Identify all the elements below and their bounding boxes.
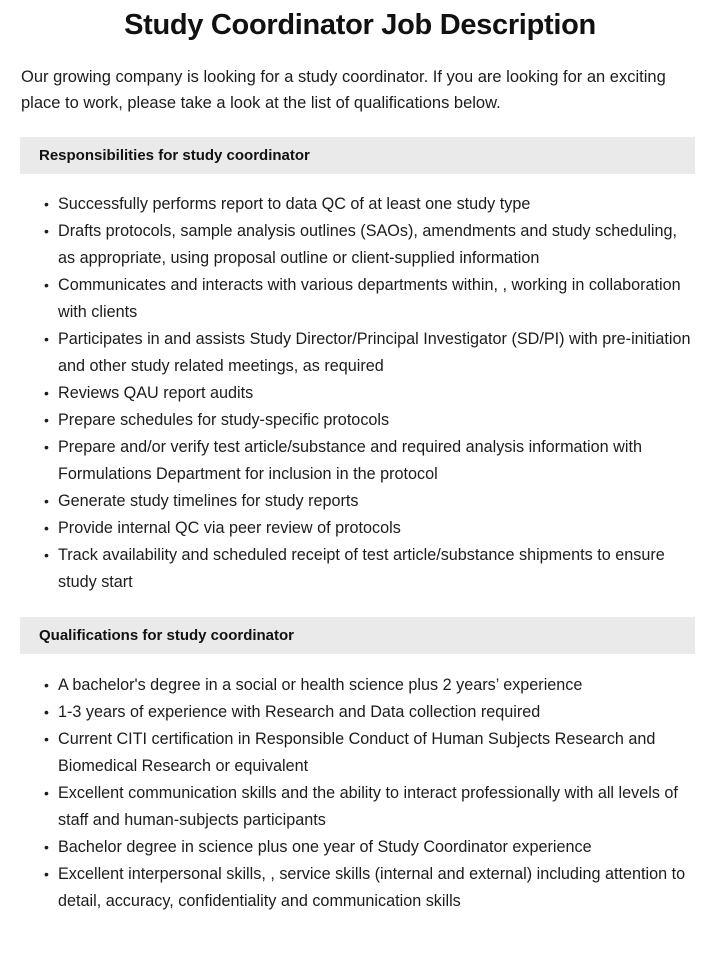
list-item: • Reviews QAU report audits [44, 380, 696, 407]
section-responsibilities [0, 137, 720, 596]
list-item: • 1-3 years of experience with Research and Data collection required [44, 699, 696, 726]
list-item: • Bachelor degree in science plus one year of Study Coordinator experience [44, 834, 696, 861]
section-header-qualifications: Qualifications for study coordinator [20, 617, 695, 654]
list-item: • Drafts protocols, sample analysis outlines (SAOs), amendments and study scheduling, as appropriate, using proposal outline or client-supplied information [44, 218, 696, 272]
list-item: • Communicates and interacts with various departments within, , working in collaboration with clients [44, 272, 696, 326]
list-item: • Excellent interpersonal skills, , service skills (internal and external) including attention to detail, accuracy, confidentiality and communication skills [44, 861, 696, 915]
list-item: • Track availability and scheduled receipt of test article/substance shipments to ensure study start [44, 542, 696, 596]
qualifications-list [0, 654, 720, 915]
list-item: • Participates in and assists Study Director/Principal Investigator (SD/PI) with pre-initiation and other study related meetings, as required [44, 326, 696, 380]
list-item: • Successfully performs report to data QC of at least one study type [44, 191, 696, 218]
list-item: • Generate study timelines for study reports [44, 488, 696, 515]
list-item: • Prepare and/or verify test article/substance and required analysis information with Formulations Department for inclusion in the protocol [44, 434, 696, 488]
page-title: Study Coordinator Job Description [124, 9, 596, 41]
responsibilities-list [0, 174, 720, 596]
list-item: • Excellent communication skills and the ability to interact professionally with all levels of staff and human-subjects participants [44, 780, 696, 834]
list-item: • A bachelor's degree in a social or health science plus 2 years’ experience [44, 672, 696, 699]
list-item: • Prepare schedules for study-specific protocols [44, 407, 696, 434]
section-header-responsibilities: Responsibilities for study coordinator [20, 137, 695, 174]
section-qualifications [0, 617, 720, 915]
list-item: • Current CITI certification in Responsible Conduct of Human Subjects Research and Biomedical Research or equivalent [44, 726, 696, 780]
list-item: • Provide internal QC via peer review of protocols [44, 515, 696, 542]
intro-paragraph: Our growing company is looking for a study coordinator. If you are looking for an exciting place to work, please take a look at the list of qualifications below. [21, 68, 666, 112]
